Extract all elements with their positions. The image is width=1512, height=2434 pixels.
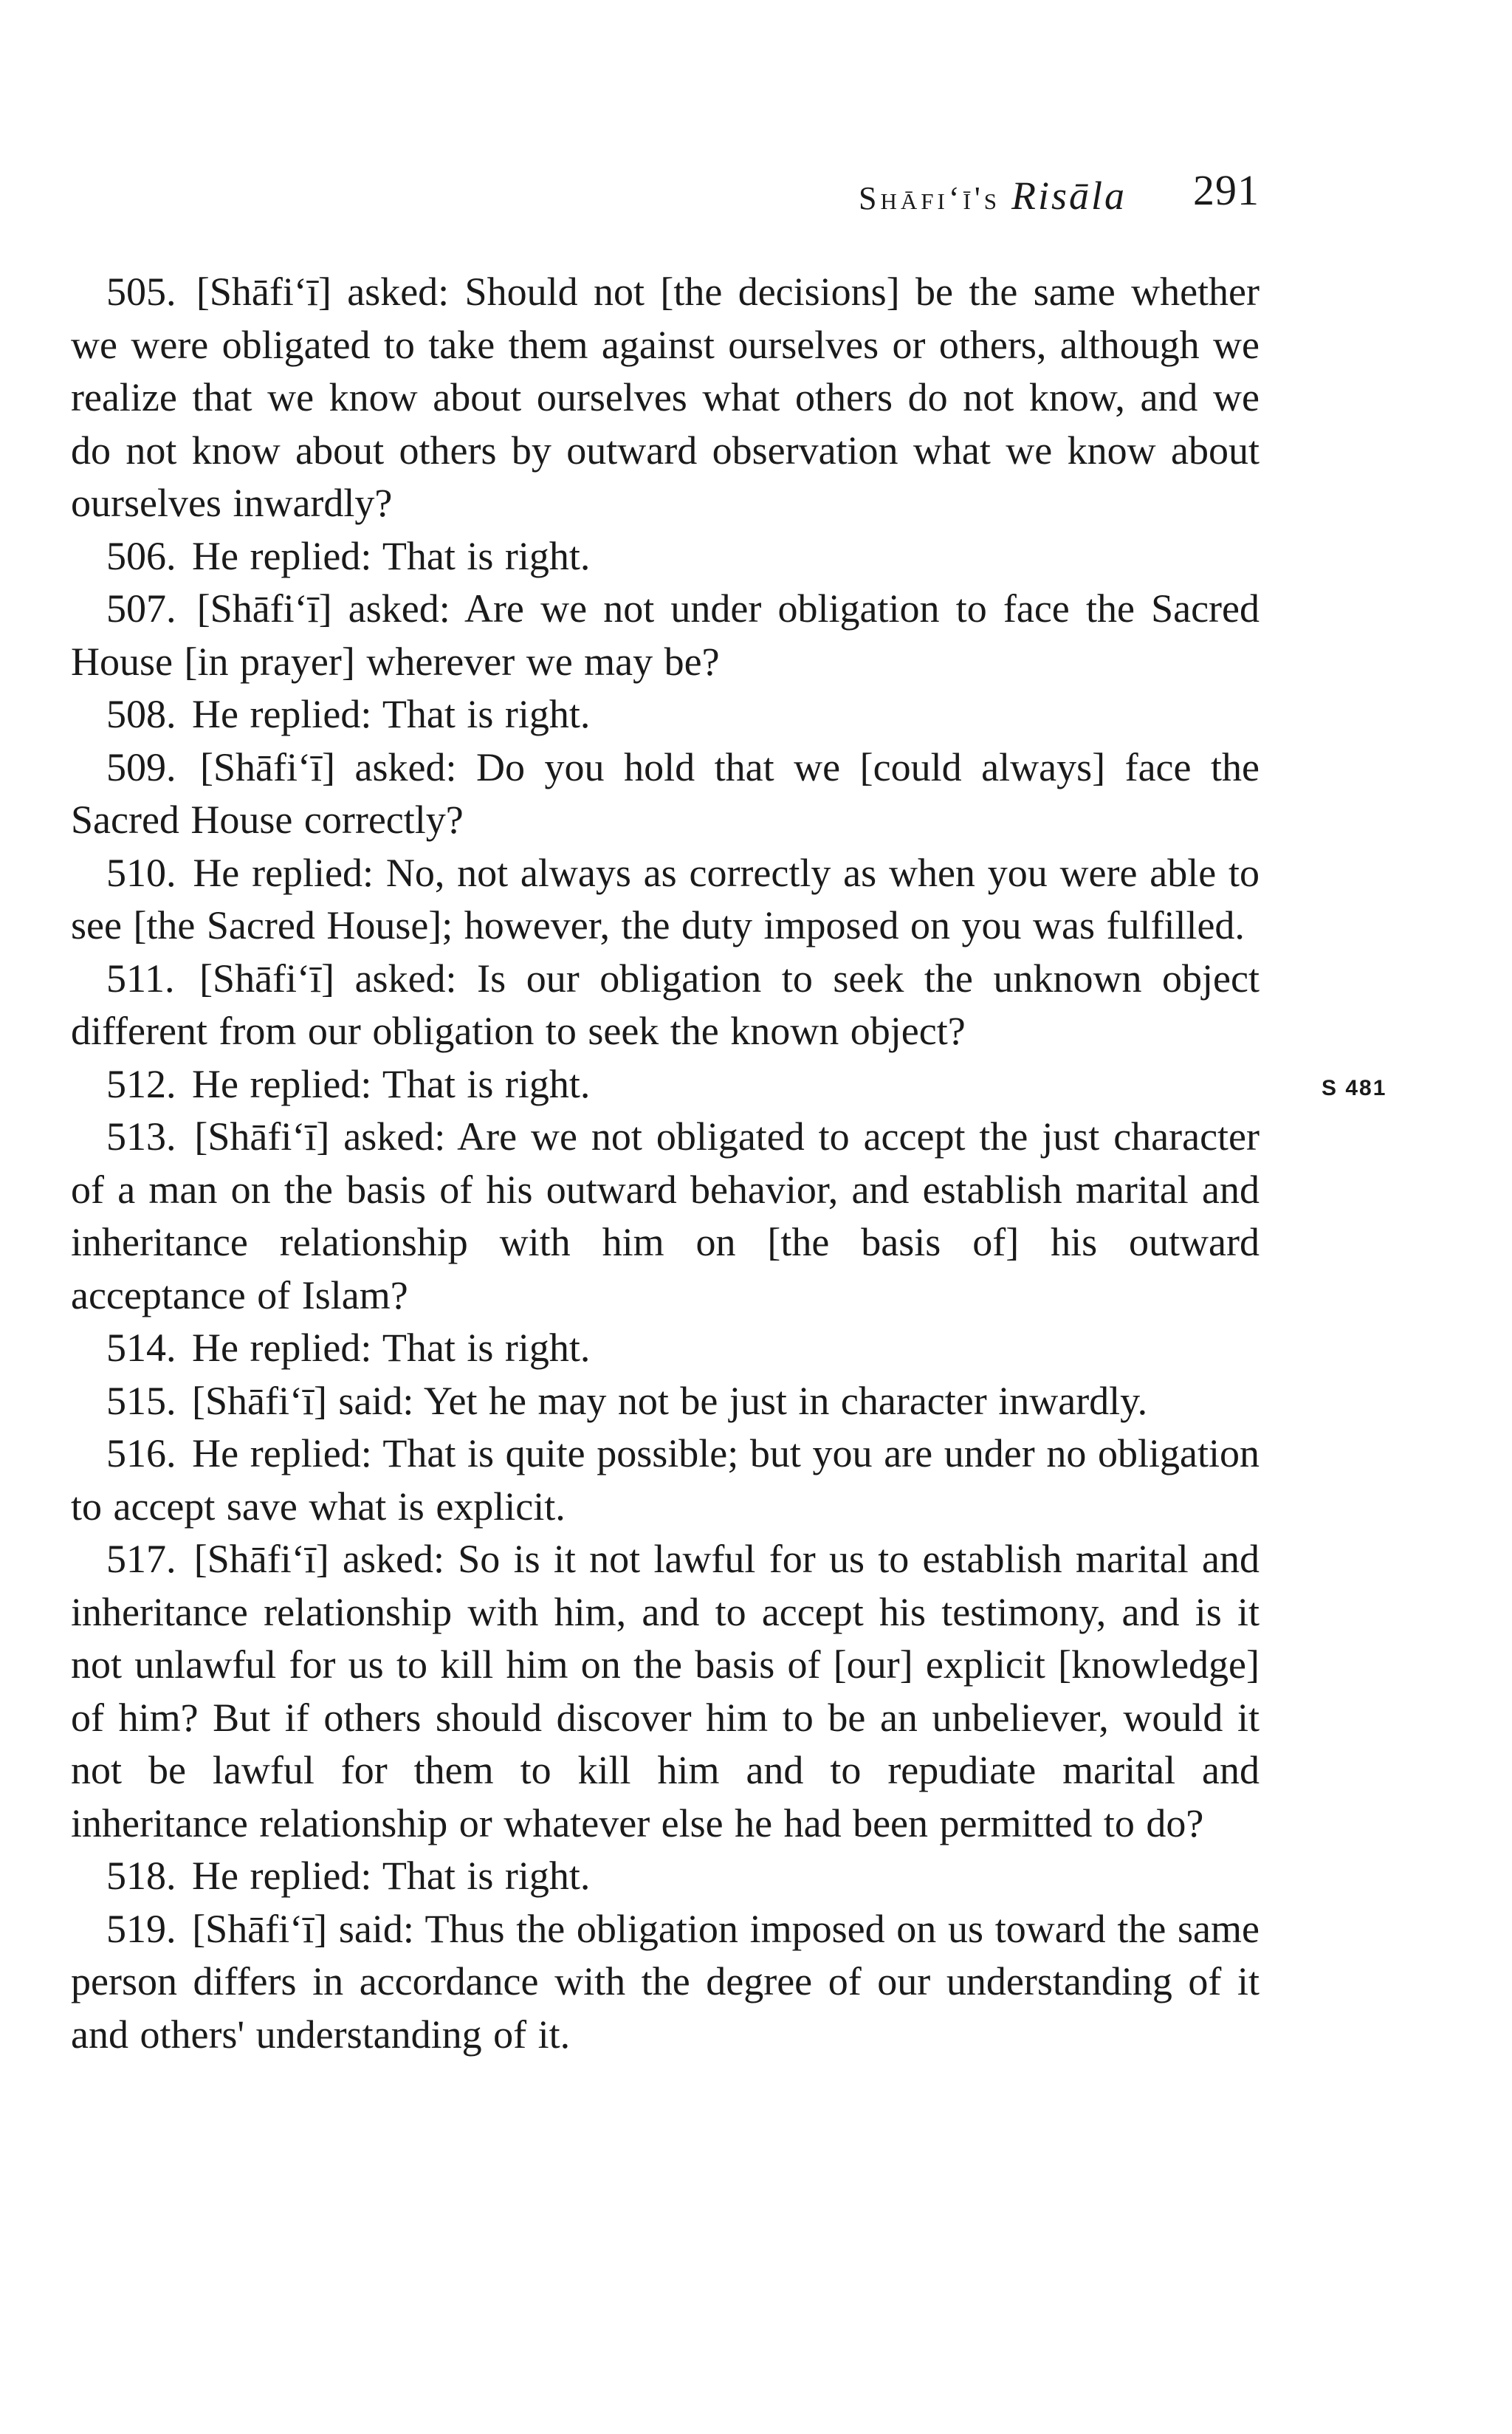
paragraph-516	[71, 1427, 1260, 1533]
paragraph-number: 506.	[106, 533, 176, 578]
paragraph-text: [Shāfi‘ī] said: Thus the obligation imposed on us toward the same person differs in accordance with the degree of our understanding of it and others' understanding of it.	[71, 1906, 1260, 2057]
paragraph-517	[71, 1533, 1260, 1850]
paragraph-number: 505.	[106, 270, 176, 314]
paragraph-514	[71, 1322, 1260, 1375]
paragraph-507	[71, 583, 1260, 688]
paragraph-505	[71, 266, 1260, 530]
paragraph-512	[71, 1058, 1260, 1111]
paragraph-number: 512.	[106, 1061, 176, 1106]
paragraph-text: He replied: That is quite possible; but you are under no obligation to accept save what is explicit.	[71, 1431, 1260, 1529]
paragraph-text: He replied: That is right.	[192, 1061, 591, 1106]
paragraph-text: He replied: That is right.	[192, 533, 591, 578]
paragraph-text: He replied: That is right.	[192, 1326, 591, 1370]
margin-reference-note: S 481	[1322, 1076, 1387, 1100]
paragraph-number: 515.	[106, 1378, 176, 1423]
running-head-title	[859, 173, 1127, 219]
paragraph-text: [Shāfi‘ī] said: Yet he may not be just in character inwardly.	[192, 1378, 1148, 1423]
paragraph-number: 516.	[106, 1431, 176, 1475]
paragraph-number: 508.	[106, 692, 176, 736]
paragraph-513	[71, 1111, 1260, 1322]
book-title: Risāla	[1011, 174, 1127, 218]
paragraph-510	[71, 847, 1260, 953]
paragraph-number: 513.	[106, 1114, 176, 1159]
paragraph-number: 511.	[106, 956, 175, 1001]
paragraph-506	[71, 530, 1260, 583]
paragraph-number: 519.	[106, 1906, 176, 1951]
paragraph-511	[71, 953, 1260, 1058]
paragraph-515	[71, 1375, 1260, 1428]
paragraph-text: [Shāfi‘ī] asked: So is it not lawful for us to establish marital and inheritance relationship with him, and to accept his testimony, and is it not unlawful for us to kill him on the basis of [our] explicit [knowledge] of him? But if others should discover him to be an unbeliever, would it not be lawful for them to kill him and to repudiate marital and inheritance relationship or whatever else he had been permitted to do?	[71, 1537, 1260, 1845]
paragraph-509	[71, 741, 1260, 847]
paragraph-text: [Shāfi‘ī] asked: Do you hold that we [could always] face the Sacred House correctly?	[71, 744, 1260, 842]
paragraph-text: [Shāfi‘ī] asked: Is our obligation to seek the unknown object different from our obligation to seek the known object?	[71, 956, 1260, 1053]
paragraph-text: [Shāfi‘ī] asked: Are we not obligated to accept the just character of a man on the basis of his outward behavior, and establish marital and inheritance relationship with him on [the basis of] his outward acceptance of Islam?	[71, 1114, 1260, 1317]
paragraph-518	[71, 1850, 1260, 1903]
page-number: 291	[1193, 166, 1260, 214]
body-text	[71, 266, 1260, 2061]
paragraph-text: He replied: That is right.	[192, 692, 591, 736]
paragraph-text: He replied: No, not always as correctly as when you were able to see [the Sacred House]; however, the duty imposed on you was fulfilled.	[71, 850, 1260, 947]
paragraph-number: 514.	[106, 1326, 176, 1370]
paragraph-number: 517.	[106, 1537, 176, 1581]
paragraph-text: He replied: That is right.	[192, 1854, 591, 1898]
paragraph-number: 518.	[106, 1854, 176, 1898]
paragraph-number: 509.	[106, 744, 176, 789]
running-head	[71, 162, 1260, 222]
book-author-label: Shāfi‘ī's	[859, 180, 1000, 216]
paragraph-number: 507.	[106, 586, 176, 631]
paragraph-text: [Shāfi‘ī] asked: Are we not under obligation to face the Sacred House [in prayer] wherever we may be?	[71, 586, 1260, 684]
paragraph-text: [Shāfi‘ī] asked: Should not [the decisions] be the same whether we were obligated to take them against ourselves or others, although we realize that we know about ourselves what others do not know, and we do not know about others by outward observation what we know about ourselves inwardly?	[71, 270, 1260, 525]
paragraph-508	[71, 688, 1260, 741]
paragraph-number: 510.	[106, 850, 176, 895]
paragraph-519	[71, 1903, 1260, 2062]
